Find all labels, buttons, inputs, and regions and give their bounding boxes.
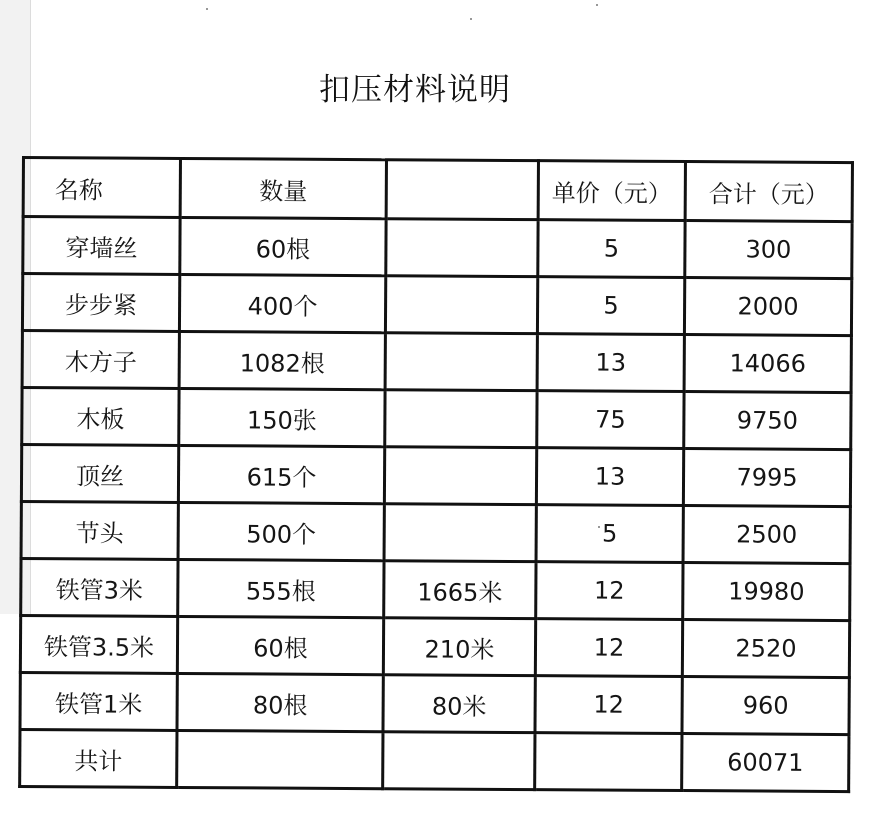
cell-unit-price: 12 [536,562,683,620]
cell-total: 2520 [682,620,849,678]
cell-length [385,333,537,391]
cell-unit-price: 5 [538,220,685,278]
cell-length: 1665米 [384,561,536,619]
table-summary-row [20,729,849,791]
cell-quantity: 1082根 [179,331,385,389]
cell-unit-price: 5 [536,505,683,563]
summary-length [383,732,535,790]
cell-quantity: 150张 [179,388,385,446]
summary-total: 60071 [682,734,849,792]
summary-label: 共计 [20,729,177,787]
header-name: 名称 [23,158,180,218]
document-title: 扣压材料说明 [319,72,511,108]
cell-name: 穿墙丝 [23,217,180,275]
cell-total: 960 [682,677,849,735]
cell-total: 9750 [684,392,851,450]
cell-name: 铁管1米 [20,672,177,730]
cell-total: 7995 [683,449,850,507]
cell-unit-price: 12 [535,619,682,677]
cell-quantity: 60根 [177,616,383,674]
cell-name: 铁管3.5米 [20,616,177,674]
table-row [21,559,850,621]
cell-quantity: 60根 [180,217,386,275]
cell-name: 木板 [22,388,179,446]
cell-name: 木方子 [22,331,179,389]
cell-quantity: 615个 [178,445,384,503]
scan-speck [206,8,208,10]
cell-unit-price: 13 [537,334,684,392]
table-row [20,672,849,734]
cell-name: 步步紧 [22,274,179,332]
cell-length [385,390,537,448]
header-total: 合计（元） [685,162,852,222]
cell-quantity: 80根 [177,673,383,731]
header-length [386,160,538,220]
cell-name: 顶丝 [21,445,178,503]
cell-total: 14066 [684,335,851,393]
cell-total: 2000 [684,278,851,336]
table-row [22,388,851,450]
cell-total: 300 [685,221,852,279]
table-row [20,616,849,678]
cell-quantity: 500个 [178,502,384,560]
table-row [21,445,850,507]
table-row [21,502,850,564]
cell-quantity: 400个 [179,274,385,332]
cell-unit-price: 75 [537,391,684,449]
cell-length [384,447,536,505]
cell-name: 节头 [21,502,178,560]
cell-length: 80米 [383,675,535,733]
cell-quantity: 555根 [178,559,384,617]
scan-speck [470,18,472,20]
cell-length: 210米 [383,618,535,676]
cell-unit-price: 5 [537,277,684,335]
cell-total: 19980 [683,563,850,621]
cell-name: 铁管3米 [21,559,178,617]
cell-length [385,276,537,334]
header-quantity: 数量 [180,158,386,218]
table-row [22,331,851,393]
table-header-row [23,158,852,222]
cell-unit-price: 13 [536,448,683,506]
cell-unit-price: 12 [535,676,682,734]
cell-length [384,504,536,562]
materials-table [18,156,854,793]
summary-quantity [177,730,383,788]
table-row [23,217,852,279]
scan-speck [596,4,598,6]
cell-length [386,219,538,277]
table-row [22,274,851,336]
summary-unit-price [535,733,682,791]
header-unit-price: 单价（元） [538,161,685,221]
cell-total: 2500 [683,506,850,564]
